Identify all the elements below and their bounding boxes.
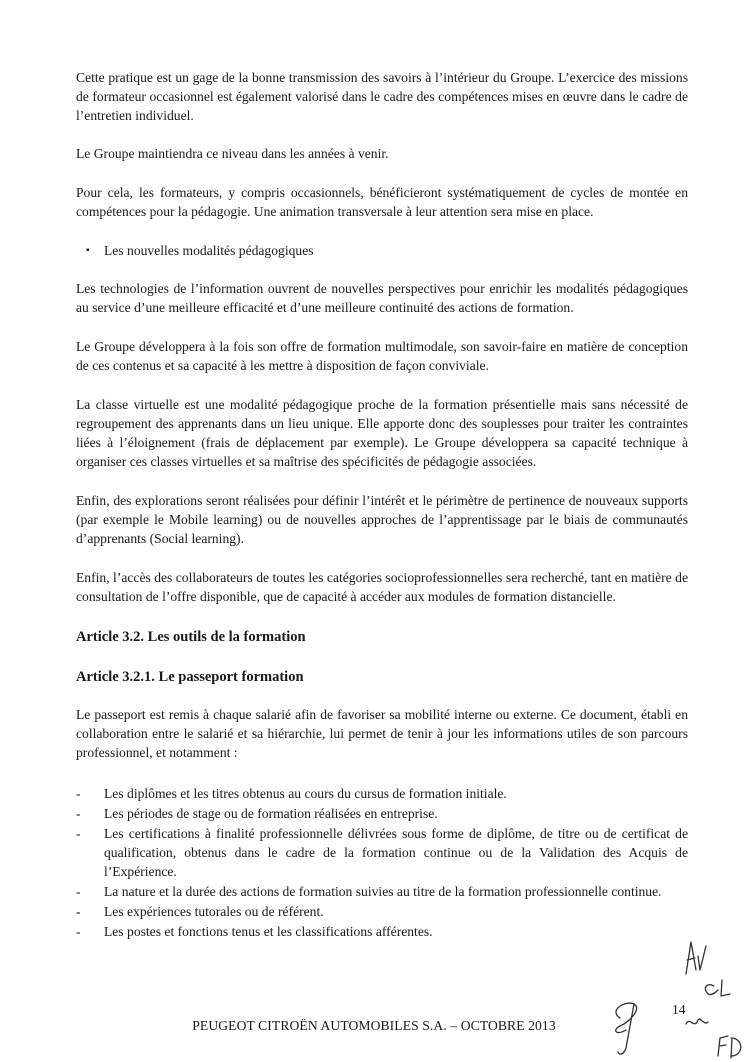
paragraph-intro-1: Cette pratique est un gage de la bonne transmission des savoirs à l’intérieur du Groupe. L’exercice des missions de formateur occasionnel est également valorisé dans le cadre des compétences mises en œuvre dans le cadre de l’entretien individuel.	[76, 70, 688, 123]
signature-small-mark	[686, 1019, 708, 1024]
list-item-text: Les diplômes et les titres obtenus au cours du cursus de formation initiale.	[104, 786, 507, 801]
paragraph-intro-2: Le Groupe maintiendra ce niveau dans les années à venir.	[76, 146, 389, 161]
paragraph-modalites-4: Enfin, des explorations seront réalisées pour définir l’intérêt et le périmètre de pertinence de nouveaux supports (par exemple le Mobile learning) ou de nouvelles approches de l’apprentissage par le biais de communautés d’apprenants (Social learning).	[76, 493, 688, 546]
page-number: 14	[672, 1002, 686, 1017]
paragraph-modalites-3: La classe virtuelle est une modalité pédagogique proche de la formation présentielle mais sans nécessité de regroupement des apprenants dans un lieu unique. Elle apporte donc des souplesses pour traiter les contraintes liées à l’éloignement (frais de déplacement par exemple). Le Groupe développera sa capacité technique à organiser ces classes virtuelles et sa maîtrise des spécificités de pédagogie associées.	[76, 397, 688, 469]
initials-fd	[718, 1036, 741, 1058]
signature-mark	[616, 1003, 637, 1054]
dash-marker: -	[76, 904, 81, 919]
dash-marker: -	[76, 826, 81, 841]
list-item	[76, 902, 688, 921]
passeport-items-list	[76, 784, 688, 941]
dash-marker: -	[76, 806, 81, 821]
handwritten-initials-signature	[590, 930, 748, 1062]
list-item-text: Les postes et fonctions tenus et les classifications afférentes.	[104, 924, 433, 939]
page-footer: PEUGEOT CITROËN AUTOMOBILES S.A. – OCTOBRE 2013	[192, 1018, 556, 1033]
list-item-text: La nature et la durée des actions de formation suivies au titre de la formation professionnelle continue.	[104, 884, 662, 899]
paragraph-modalites-1: Les technologies de l’information ouvrent de nouvelles perspectives pour enrichir les modalités pédagogiques au service d’une meilleure efficacité et d’une meilleure continuité des actions de formation.	[76, 281, 688, 315]
paragraph-modalites-5: Enfin, l’accès des collaborateurs de toutes les catégories socioprofessionnelles sera recherché, tant en matière de consultation de l’offre disponible, que de capacité à accéder aux modules de formation distancielle.	[76, 570, 688, 604]
bullet-heading	[76, 241, 688, 260]
paragraph-passeport: Le passeport est remis à chaque salarié afin de favoriser sa mobilité interne ou externe. Ce document, établi en collaboration entre le salarié et sa hiérarchie, lui permet de tenir à jour les informations utiles de son parcours professionnel, et notamment :	[76, 707, 688, 760]
initials-av	[686, 942, 706, 974]
list-item	[76, 882, 688, 901]
list-item-text: Les expériences tutorales ou de référent.	[104, 904, 324, 919]
bullet-heading-text: Les nouvelles modalités pédagogiques	[104, 243, 314, 258]
paragraph-modalites-2: Le Groupe développera à la fois son offre de formation multimodale, son savoir-faire en matière de conception de ces contenus et sa capacité à les mettre à disposition de façon conviviale.	[76, 339, 688, 373]
dash-marker: -	[76, 884, 81, 899]
paragraph-intro-3: Pour cela, les formateurs, y compris occasionnels, bénéficieront systématiquement de cycles de montée en compétences pour la pédagogie. Une animation transversale à leur attention sera mise en place.	[76, 185, 688, 219]
dash-marker: -	[76, 786, 81, 801]
article-3-2-1-heading: Article 3.2.1. Le passeport formation	[76, 669, 304, 685]
page-content	[76, 68, 688, 942]
list-item	[76, 824, 688, 881]
initials-cl	[705, 980, 730, 996]
list-item-text: Les périodes de stage ou de formation réalisées en entreprise.	[104, 806, 438, 821]
list-item-text: Les certifications à finalité professionnelle délivrées sous forme de diplôme, de titre ou de certificat de qualification, obtenus dans le cadre de la formation continue ou de la Validation des Acquis de l’Expérience.	[104, 826, 688, 879]
list-item	[76, 804, 688, 823]
article-3-2-heading: Article 3.2. Les outils de la formation	[76, 629, 306, 645]
dash-marker: -	[76, 924, 81, 939]
square-bullet-icon: ▪	[86, 245, 90, 256]
list-item	[76, 784, 688, 803]
